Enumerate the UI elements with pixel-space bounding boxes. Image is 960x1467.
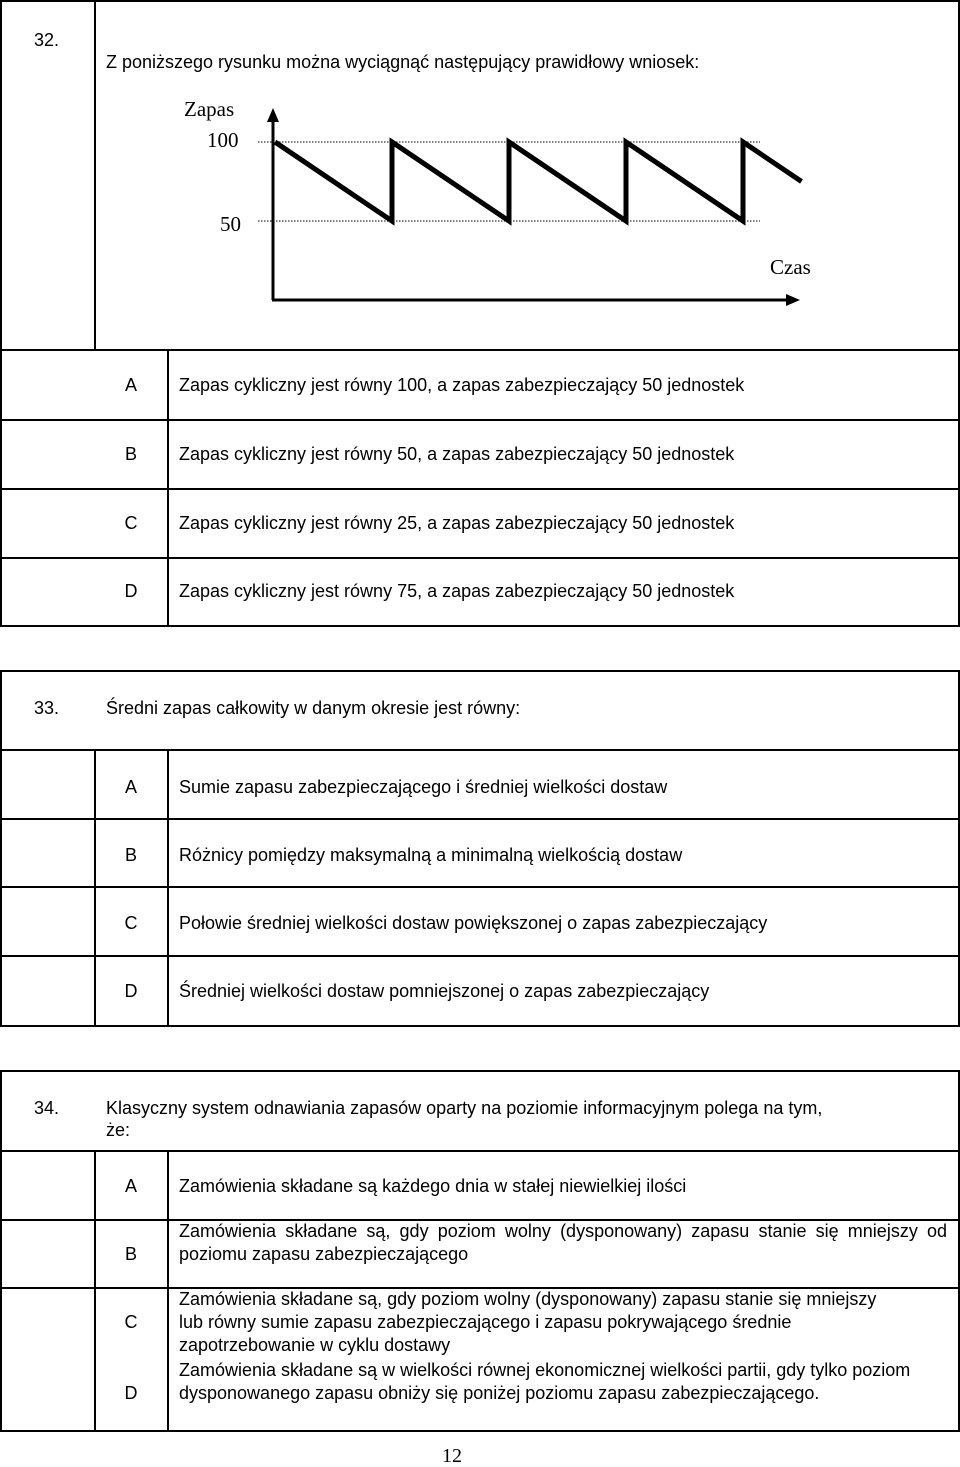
x-axis-arrowhead <box>786 294 800 306</box>
q34-option-d-letter: D <box>124 1383 138 1403</box>
page-number: 12 <box>442 1445 462 1467</box>
q34-option-b-letter: B <box>124 1244 137 1264</box>
q33-option-a-text: Sumie zapasu zabezpieczającego i średniej wielkości dostaw <box>179 777 668 797</box>
q32-option-c-text: Zapas cykliczny jest równy 25, a zapas zabezpieczający 50 jednostek <box>179 513 735 533</box>
question-34-number: 34. <box>34 1098 60 1118</box>
chart-x-title: Czas <box>770 255 811 279</box>
q32-option-a-letter: A <box>124 375 137 395</box>
q33-option-b-text: Różnicy pomiędzy maksymalną a minimalną wielkością dostaw <box>179 845 683 865</box>
chart-tick-50: 50 <box>220 212 241 236</box>
inventory-sawtooth-chart <box>170 88 830 318</box>
chart-tick-100: 100 <box>207 128 239 152</box>
q34-option-d-text: Zamówienia składane są w wielkości równej ekonomicznej wielkości partii, gdy tylko poziom dysponowanego zapasu obniży się poniżej poziomu zapasu zabezpieczającego. <box>179 1360 911 1403</box>
inventory-level-line <box>275 142 802 221</box>
q34-option-c-text: Zamówienia składane są, gdy poziom wolny (dysponowany) zapasu stanie się mniejszy lub równy sumie zapasu zabezpieczającego i zapasu pokrywającego średnie zapotrzebowanie w cyklu dostawy <box>179 1289 877 1355</box>
chart-y-title: Zapas <box>184 97 235 121</box>
q33-option-d-letter: D <box>124 981 138 1001</box>
q34-option-b-text: Zamówienia składane są, gdy poziom wolny (dysponowany) zapasu stanie się mniejszy od poziomu zapasu zabezpieczającego <box>179 1221 947 1264</box>
q32-option-c-letter: C <box>124 513 138 533</box>
q33-option-a-letter: A <box>124 777 137 797</box>
question-34-text-line2: że: <box>106 1120 131 1140</box>
q32-option-b-text: Zapas cykliczny jest równy 50, a zapas zabezpieczający 50 jednostek <box>179 444 735 464</box>
y-axis-arrowhead <box>267 108 279 122</box>
q33-option-c-letter: C <box>124 913 138 933</box>
q32-option-d-letter: D <box>124 581 138 601</box>
question-32-text: Z poniższego rysunku można wyciągnąć następujący prawidłowy wniosek: <box>106 52 700 72</box>
q33-option-b-letter: B <box>124 845 137 865</box>
question-33-text: Średni zapas całkowity w danym okresie jest równy: <box>106 698 521 718</box>
q33-option-d-text: Średniej wielkości dostaw pomniejszonej o zapas zabezpieczający <box>179 981 710 1001</box>
q33-option-c-text: Połowie średniej wielkości dostaw powiększonej o zapas zabezpieczający <box>179 913 768 933</box>
q32-option-d-text: Zapas cykliczny jest równy 75, a zapas zabezpieczający 50 jednostek <box>179 581 735 601</box>
q32-option-b-letter: B <box>124 444 137 464</box>
question-33-number: 33. <box>34 698 60 718</box>
question-34-text-line1: Klasyczny system odnawiania zapasów oparty na poziomie informacyjnym polega na tym, <box>106 1098 823 1118</box>
q34-option-a-text: Zamówienia składane są każdego dnia w stałej niewielkiej ilości <box>179 1176 687 1196</box>
q34-option-a-letter: A <box>124 1176 137 1196</box>
q34-option-c-letter: C <box>124 1312 138 1332</box>
question-32-number: 32. <box>34 30 60 50</box>
q32-option-a-text: Zapas cykliczny jest równy 100, a zapas zabezpieczający 50 jednostek <box>179 375 745 395</box>
